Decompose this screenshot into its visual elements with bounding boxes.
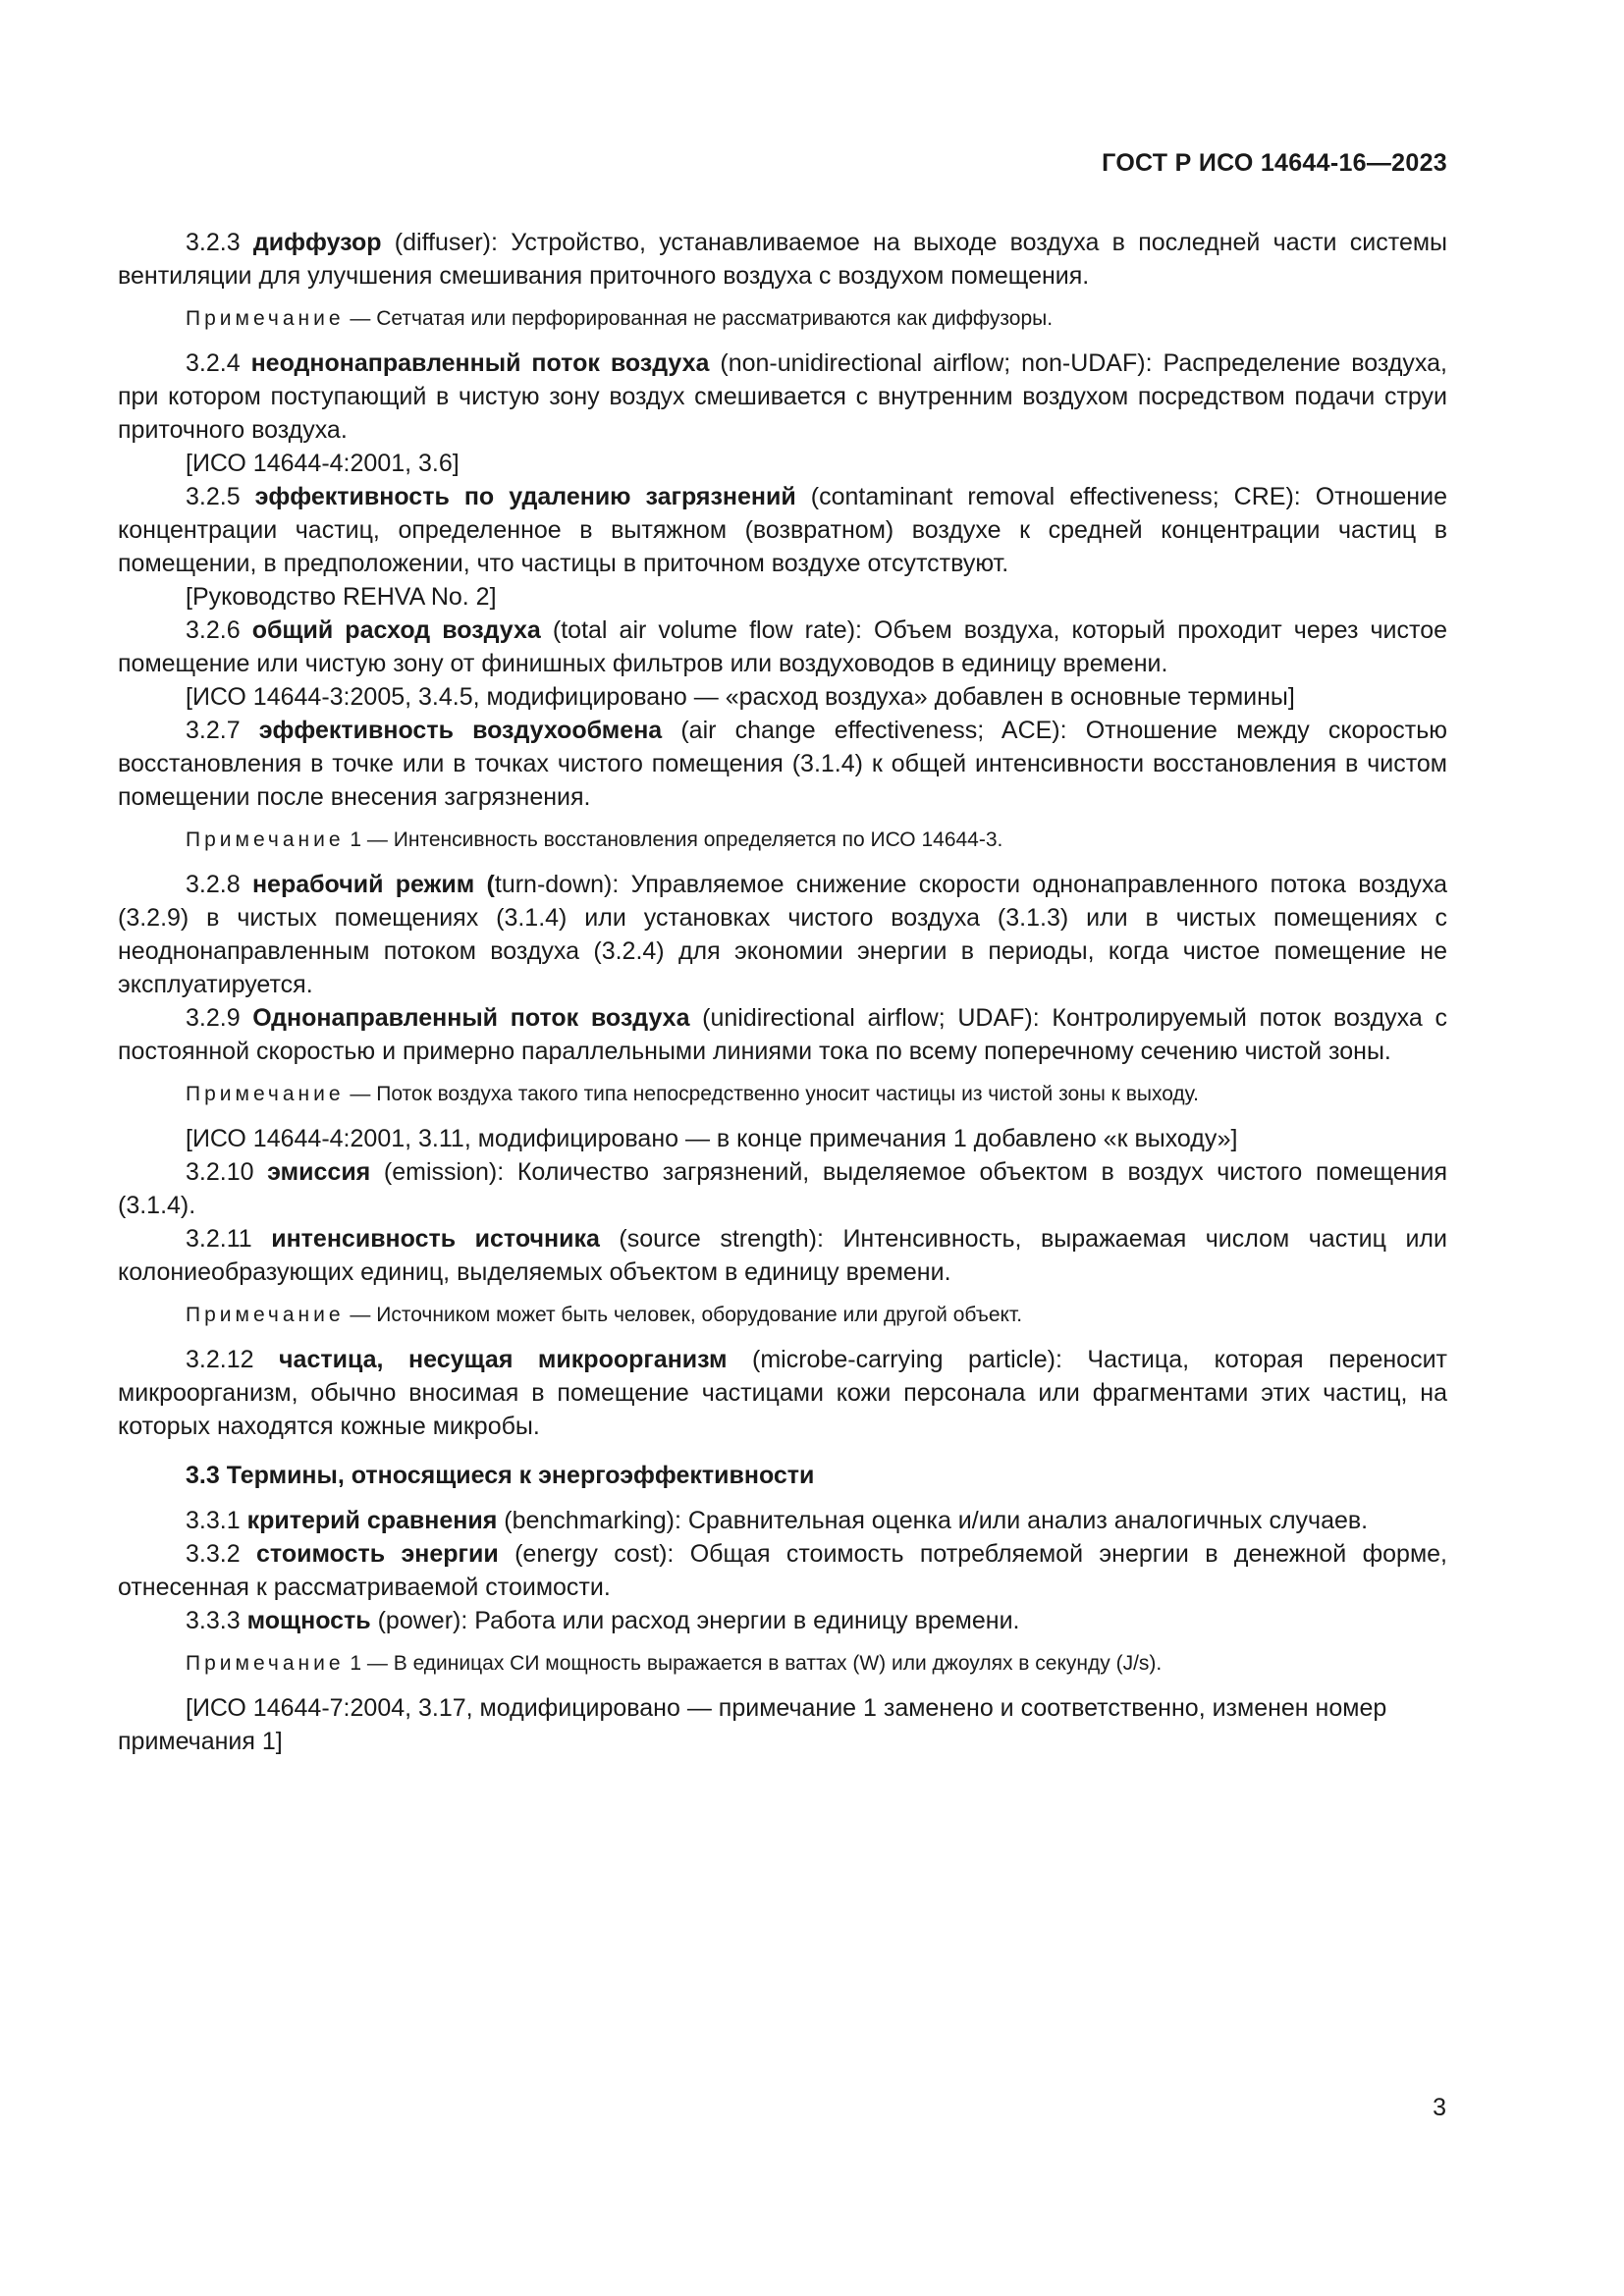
term-number: 3.2.10 [186,1158,254,1186]
term-definition: (source strength): Интенсивность, выражаемая числом частиц или колониеобразующих единиц, выделяемых объектом в единицу времени. [118,1225,1447,1286]
term-number: 3.3.3 [186,1607,241,1634]
term-number: 3.3.2 [186,1540,241,1568]
term-entry [118,868,1447,1001]
note-text: — Поток воздуха такого типа непосредственно уносит частицы из чистой зоны к выходу. [344,1083,1199,1105]
term-name: критерий сравнения [246,1507,498,1534]
term-name: интенсивность источника [271,1225,600,1253]
term-definition: (power): Работа или расход энергии в единицу времени. [370,1607,1020,1634]
page-number: 3 [1433,2094,1446,2121]
term-name: диффузор [252,229,382,256]
term-entry [118,1537,1447,1604]
term-definition: (energy cost): Общая стоимость потребляемой энергии в денежной форме, отнесенная к рассматриваемой стоимости. [118,1540,1447,1601]
term-definition: (microbe-carrying particle): Частица, которая переносит микроорганизм, обычно вносимая в помещение частицами кожи персонала или фрагментами этих частиц, на которых находятся кожные микробы. [118,1346,1447,1440]
document-code-header: ГОСТ Р ИСО 14644-16—2023 [1102,149,1447,177]
term-definition: (non-unidirectional airflow; non-UDAF): Распределение воздуха, при котором поступающий в чистую зону воздух смешивается с внутренним воздухом посредством подачи струи приточного воздуха. [118,349,1447,444]
source-reference: [ИСО 14644-4:2001, 3.11, модифицировано — в конце примечания 1 добавлено «к выходу»] [186,1125,1238,1152]
term-name: мощность [246,1607,371,1634]
source-reference: [ИСО 14644-7:2004, 3.17, модифицировано — примечание 1 заменено и соответственно, изменен номер примечания 1] [118,1694,1387,1755]
section-heading: 3.3 Термины, относящиеся к энергоэффективности [186,1462,815,1489]
term-number: 3.3.1 [186,1507,241,1534]
term-name: частица, несущая микроорганизм [279,1346,728,1373]
note-text: — Источником может быть человек, оборудование или другой объект. [344,1304,1023,1326]
term-definition: (contaminant removal effectiveness; CRE): Отношение концентрации частиц, определенное в вытяжном (возвратном) воздухе к средней концентрации частиц в помещении, в предположении, что частицы в приточном воздухе отсутствуют. [118,483,1447,577]
term-entry [118,480,1447,580]
term-entry [118,1001,1447,1068]
term-entry [118,614,1447,680]
source-reference: [ИСО 14644-4:2001, 3.6] [186,450,460,477]
term-entry [118,1343,1447,1443]
term-definition: (total air volume flow rate): Объем воздуха, который проходит через чистое помещение или чистую зону от финишных фильтров или воздуховодов в единицу времени. [118,616,1448,677]
note [118,1080,1447,1109]
note [118,826,1447,855]
term-definition: (benchmarking): Сравнительная оценка и/или анализ аналогичных случаев. [497,1507,1369,1534]
term-number: 3.2.3 [186,229,241,256]
term-name: нерабочий режим ( [251,871,495,898]
note-text: — Сетчатая или перфорированная не рассматриваются как диффузоры. [344,307,1054,330]
source-reference: [Руководство REHVA No. 2] [186,583,497,611]
term-entry [118,1222,1447,1289]
term-name: Однонаправленный поток воздуха [252,1004,690,1032]
term-number: 3.2.8 [186,871,241,898]
term-entry [118,714,1447,814]
term-number: 3.2.12 [186,1346,254,1373]
term-name: стоимость энергии [256,1540,499,1568]
term-entry [118,226,1447,293]
term-number: 3.2.6 [186,616,241,644]
term-number: 3.2.7 [186,717,241,744]
note-label: Примечание [186,1304,345,1326]
term-name: эффективность по удалению загрязнений [254,483,796,510]
source-reference: [ИСО 14644-3:2005, 3.4.5, модифицировано — «расход воздуха» добавлен в основные термины] [186,683,1295,711]
term-definition: (air change effectiveness; ACE): Отношение между скоростью восстановления в точке или в точках чистого помещения (3.1.4) к общей интенсивности восстановления в чистом помещении после внесения загрязнения. [118,717,1447,811]
note-label: Примечание [186,1083,345,1105]
note [118,304,1447,334]
document-body [118,226,1447,1758]
note-label: Примечание [186,828,345,851]
term-definition: (unidirectional airflow; UDAF): Контролируемый поток воздуха с постоянной скоростью и примерно параллельными линиями тока по всему поперечному сечению чистой зоны. [118,1004,1447,1065]
note [118,1301,1447,1330]
term-number: 3.2.11 [186,1225,252,1253]
term-number: 3.2.9 [186,1004,241,1032]
term-name: эффективность воздухообмена [258,717,663,744]
term-entry [118,1504,1447,1537]
term-name: неоднонаправленный поток воздуха [250,349,710,377]
note-label: Примечание [186,307,345,330]
term-name: эмиссия [267,1158,371,1186]
term-entry [118,1604,1447,1637]
note-label: Примечание [186,1652,345,1675]
note-text: 1 — В единицах СИ мощность выражается в ваттах (W) или джоулях в секунду (J/s). [344,1652,1163,1675]
term-definition: (emission): Количество загрязнений, выделяемое объектом в воздух чистого помещения (3.1.4). [118,1158,1447,1219]
term-entry [118,347,1447,447]
note-text: 1 — Интенсивность восстановления определяется по ИСО 14644-3. [344,828,1003,851]
term-name: общий расход воздуха [251,616,541,644]
term-definition: (diffuser): Устройство, устанавливаемое на выходе воздуха в последней части системы вентиляции для улучшения смешивания приточного воздуха с воздухом помещения. [118,229,1447,290]
term-entry [118,1155,1447,1222]
note [118,1649,1447,1679]
term-number: 3.2.5 [186,483,241,510]
term-definition: turn-down): Управляемое снижение скорости однонаправленного потока воздуха (3.2.9) в чистых помещениях (3.1.4) или установках чистого воздуха (3.1.3) или в чистых помещениях с неоднонаправленным потоком воздуха (3.2.4) для экономии энергии в периоды, когда чистое помещение не эксплуатируется. [118,871,1448,998]
term-number: 3.2.4 [186,349,241,377]
